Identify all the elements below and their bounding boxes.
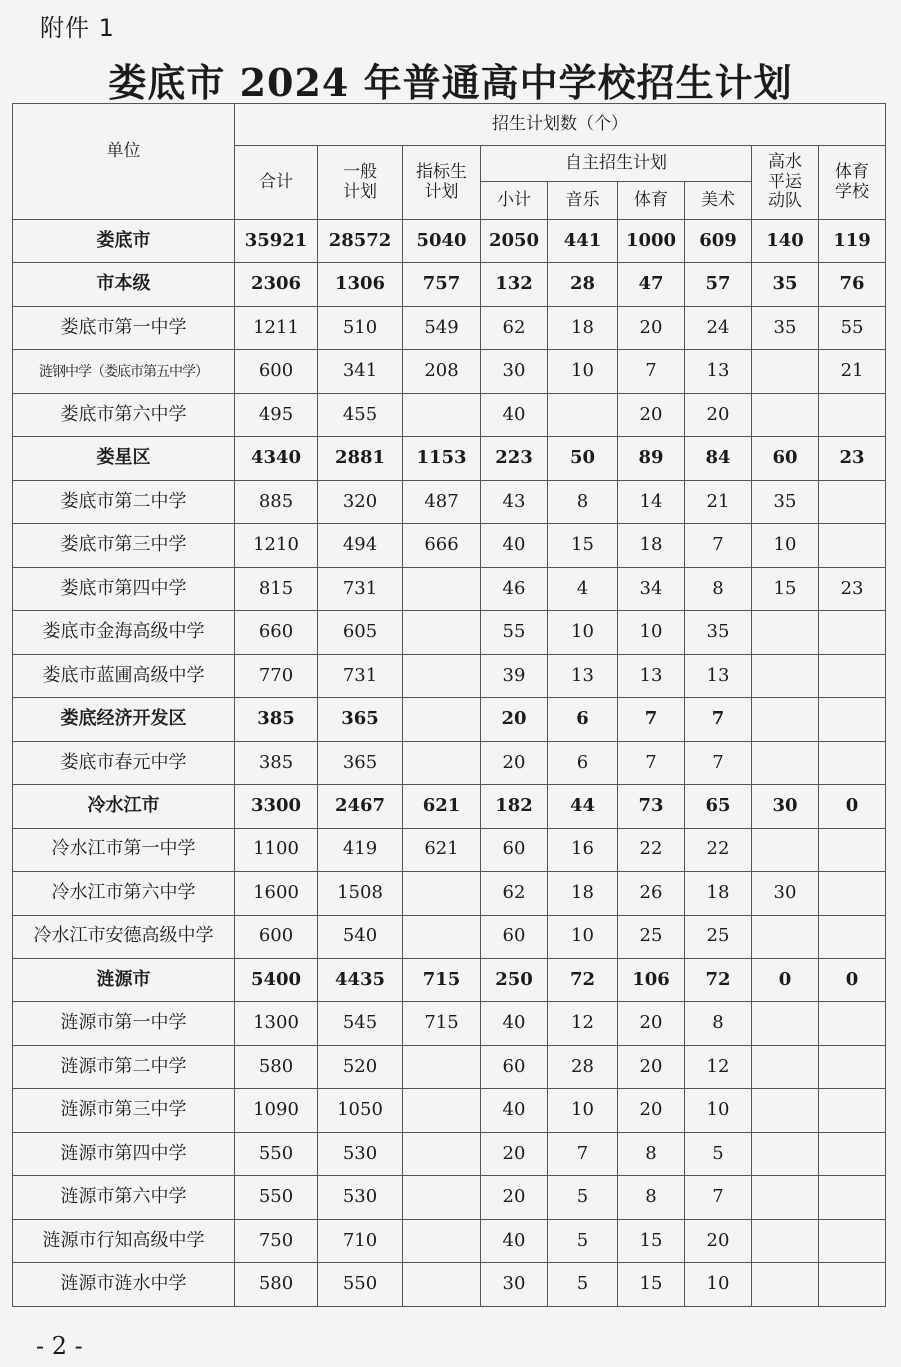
general-cell: 530: [318, 1176, 403, 1219]
pe-cell: 34: [618, 567, 685, 610]
sports-school-cell: [819, 393, 886, 436]
music-cell: 18: [548, 306, 618, 349]
header-quota: 指标生计划: [403, 146, 481, 220]
pe-cell: 20: [618, 393, 685, 436]
header-unit: 单位: [13, 104, 235, 220]
subtotal-cell: 40: [481, 1219, 548, 1262]
sports-school-cell: [819, 1219, 886, 1262]
total-cell: 1090: [235, 1089, 318, 1132]
art-cell: 609: [685, 220, 752, 263]
unit-name-cell: 市本级: [13, 263, 235, 306]
table-row: [13, 785, 886, 828]
header-music: 音乐: [548, 182, 618, 220]
unit-name-cell: 涟钢中学（娄底市第五中学）: [13, 350, 235, 393]
total-cell: 4340: [235, 437, 318, 480]
general-cell: 455: [318, 393, 403, 436]
general-cell: 731: [318, 654, 403, 697]
unit-name-cell: 冷水江市安德高级中学: [13, 915, 235, 958]
pe-cell: 15: [618, 1219, 685, 1262]
table-row: [13, 524, 886, 567]
general-cell: 320: [318, 480, 403, 523]
unit-name-cell: 涟源市第四中学: [13, 1132, 235, 1175]
general-cell: 419: [318, 828, 403, 871]
unit-name-cell: 涟源市行知高级中学: [13, 1219, 235, 1262]
table-row: [13, 1219, 886, 1262]
subtotal-cell: 223: [481, 437, 548, 480]
quota-cell: 208: [403, 350, 481, 393]
music-cell: 10: [548, 611, 618, 654]
page-title: 娄底市 2024 年普通高中学校招生计划: [108, 60, 793, 105]
pe-cell: 10: [618, 611, 685, 654]
general-cell: 510: [318, 306, 403, 349]
sports-school-cell: 0: [819, 785, 886, 828]
music-cell: 10: [548, 915, 618, 958]
high-level-cell: [752, 1219, 819, 1262]
quota-cell: 621: [403, 785, 481, 828]
music-cell: 5: [548, 1219, 618, 1262]
pe-cell: 20: [618, 1089, 685, 1132]
pe-cell: 8: [618, 1132, 685, 1175]
art-cell: 65: [685, 785, 752, 828]
table-row: [13, 437, 886, 480]
general-cell: 2881: [318, 437, 403, 480]
sports-school-cell: 23: [819, 567, 886, 610]
art-cell: 20: [685, 1219, 752, 1262]
music-cell: 8: [548, 480, 618, 523]
table-row: [13, 741, 886, 784]
music-cell: 18: [548, 872, 618, 915]
subtotal-cell: 30: [481, 350, 548, 393]
sports-school-cell: 119: [819, 220, 886, 263]
sports-school-cell: [819, 654, 886, 697]
sports-school-cell: [819, 1176, 886, 1219]
total-cell: 600: [235, 350, 318, 393]
table-body: [13, 220, 886, 1307]
music-cell: 10: [548, 350, 618, 393]
header-independent: 自主招生计划: [481, 146, 752, 182]
total-cell: 750: [235, 1219, 318, 1262]
pe-cell: 15: [618, 1263, 685, 1307]
quota-cell: 549: [403, 306, 481, 349]
high-level-cell: [752, 1089, 819, 1132]
total-cell: 1300: [235, 1002, 318, 1045]
table-row: [13, 828, 886, 871]
subtotal-cell: 60: [481, 828, 548, 871]
quota-cell: [403, 611, 481, 654]
music-cell: 5: [548, 1263, 618, 1307]
art-cell: 13: [685, 350, 752, 393]
sports-school-cell: [819, 741, 886, 784]
pe-cell: 7: [618, 350, 685, 393]
subtotal-cell: 132: [481, 263, 548, 306]
music-cell: 50: [548, 437, 618, 480]
pe-cell: 13: [618, 654, 685, 697]
header-sports-school: 体育学校: [819, 146, 886, 220]
subtotal-cell: 60: [481, 915, 548, 958]
general-cell: 28572: [318, 220, 403, 263]
total-cell: 885: [235, 480, 318, 523]
table-row: [13, 1176, 886, 1219]
unit-name-cell: 娄底市第二中学: [13, 480, 235, 523]
general-cell: 365: [318, 741, 403, 784]
subtotal-cell: 2050: [481, 220, 548, 263]
unit-name-cell: 涟源市: [13, 958, 235, 1001]
unit-name-cell: 涟源市第三中学: [13, 1089, 235, 1132]
quota-cell: [403, 741, 481, 784]
subtotal-cell: 182: [481, 785, 548, 828]
general-cell: 545: [318, 1002, 403, 1045]
quota-cell: [403, 1176, 481, 1219]
high-level-cell: 140: [752, 220, 819, 263]
header-plan-group: 招生计划数（个）: [235, 104, 886, 146]
quota-cell: 715: [403, 958, 481, 1001]
table-row: [13, 1089, 886, 1132]
total-cell: 550: [235, 1132, 318, 1175]
page-number: - 2 -: [36, 1332, 83, 1360]
art-cell: 13: [685, 654, 752, 697]
high-level-cell: [752, 1176, 819, 1219]
sports-school-cell: [819, 1002, 886, 1045]
high-level-cell: [752, 393, 819, 436]
table-row: [13, 350, 886, 393]
table-row: [13, 654, 886, 697]
quota-cell: [403, 654, 481, 697]
music-cell: 16: [548, 828, 618, 871]
pe-cell: 20: [618, 1045, 685, 1088]
subtotal-cell: 30: [481, 1263, 548, 1307]
sports-school-cell: [819, 872, 886, 915]
unit-name-cell: 娄底市第一中学: [13, 306, 235, 349]
unit-name-cell: 娄底市第六中学: [13, 393, 235, 436]
subtotal-cell: 20: [481, 741, 548, 784]
pe-cell: 1000: [618, 220, 685, 263]
general-cell: 530: [318, 1132, 403, 1175]
header-art: 美术: [685, 182, 752, 220]
header-high-level: 高水平运动队: [752, 146, 819, 220]
unit-name-cell: 娄星区: [13, 437, 235, 480]
sports-school-cell: [819, 828, 886, 871]
general-cell: 1508: [318, 872, 403, 915]
general-cell: 520: [318, 1045, 403, 1088]
unit-name-cell: 娄底经济开发区: [13, 698, 235, 741]
header-total: 合计: [235, 146, 318, 220]
header-subtotal: 小计: [481, 182, 548, 220]
art-cell: 84: [685, 437, 752, 480]
high-level-cell: 10: [752, 524, 819, 567]
music-cell: 44: [548, 785, 618, 828]
high-level-cell: 60: [752, 437, 819, 480]
subtotal-cell: 60: [481, 1045, 548, 1088]
total-cell: 2306: [235, 263, 318, 306]
unit-name-cell: 涟源市第二中学: [13, 1045, 235, 1088]
total-cell: 660: [235, 611, 318, 654]
table-row: [13, 1263, 886, 1307]
unit-name-cell: 冷水江市第六中学: [13, 872, 235, 915]
pe-cell: 106: [618, 958, 685, 1001]
music-cell: 28: [548, 263, 618, 306]
art-cell: 22: [685, 828, 752, 871]
sports-school-cell: [819, 698, 886, 741]
total-cell: 3300: [235, 785, 318, 828]
subtotal-cell: 40: [481, 524, 548, 567]
general-cell: 605: [318, 611, 403, 654]
high-level-cell: [752, 1045, 819, 1088]
sports-school-cell: [819, 1132, 886, 1175]
high-level-cell: [752, 611, 819, 654]
total-cell: 550: [235, 1176, 318, 1219]
high-level-cell: 0: [752, 958, 819, 1001]
subtotal-cell: 40: [481, 393, 548, 436]
music-cell: 441: [548, 220, 618, 263]
high-level-cell: [752, 828, 819, 871]
subtotal-cell: 40: [481, 1089, 548, 1132]
high-level-cell: [752, 350, 819, 393]
general-cell: 731: [318, 567, 403, 610]
attachment-label: 附件 1: [40, 14, 115, 42]
quota-cell: [403, 1089, 481, 1132]
quota-cell: [403, 915, 481, 958]
art-cell: 8: [685, 567, 752, 610]
art-cell: 5: [685, 1132, 752, 1175]
total-cell: 1600: [235, 872, 318, 915]
pe-cell: 20: [618, 1002, 685, 1045]
subtotal-cell: 40: [481, 1002, 548, 1045]
general-cell: 1306: [318, 263, 403, 306]
high-level-cell: [752, 915, 819, 958]
pe-cell: 14: [618, 480, 685, 523]
art-cell: 20: [685, 393, 752, 436]
art-cell: 18: [685, 872, 752, 915]
art-cell: 10: [685, 1089, 752, 1132]
table-row: [13, 958, 886, 1001]
general-cell: 4435: [318, 958, 403, 1001]
high-level-cell: [752, 1132, 819, 1175]
quota-cell: 5040: [403, 220, 481, 263]
art-cell: 25: [685, 915, 752, 958]
subtotal-cell: 62: [481, 872, 548, 915]
header-pe: 体育: [618, 182, 685, 220]
high-level-cell: [752, 654, 819, 697]
pe-cell: 25: [618, 915, 685, 958]
unit-name-cell: 涟源市第六中学: [13, 1176, 235, 1219]
total-cell: 580: [235, 1263, 318, 1307]
general-cell: 2467: [318, 785, 403, 828]
unit-name-cell: 娄底市春元中学: [13, 741, 235, 784]
pe-cell: 18: [618, 524, 685, 567]
table-row: [13, 1002, 886, 1045]
unit-name-cell: 涟源市第一中学: [13, 1002, 235, 1045]
quota-cell: [403, 1045, 481, 1088]
subtotal-cell: 20: [481, 1176, 548, 1219]
art-cell: 7: [685, 698, 752, 741]
quota-cell: 715: [403, 1002, 481, 1045]
total-cell: 495: [235, 393, 318, 436]
total-cell: 5400: [235, 958, 318, 1001]
music-cell: [548, 393, 618, 436]
general-cell: 494: [318, 524, 403, 567]
total-cell: 600: [235, 915, 318, 958]
total-cell: 35921: [235, 220, 318, 263]
enrollment-plan-table: [12, 103, 886, 1307]
sports-school-cell: [819, 915, 886, 958]
total-cell: 1211: [235, 306, 318, 349]
unit-name-cell: 娄底市蓝圃高级中学: [13, 654, 235, 697]
pe-cell: 7: [618, 698, 685, 741]
quota-cell: [403, 1132, 481, 1175]
high-level-cell: 35: [752, 480, 819, 523]
high-level-cell: 35: [752, 306, 819, 349]
art-cell: 35: [685, 611, 752, 654]
music-cell: 15: [548, 524, 618, 567]
table-row: [13, 220, 886, 263]
unit-name-cell: 娄底市金海高级中学: [13, 611, 235, 654]
table-row: [13, 393, 886, 436]
high-level-cell: [752, 1263, 819, 1307]
pe-cell: 8: [618, 1176, 685, 1219]
subtotal-cell: 20: [481, 698, 548, 741]
music-cell: 12: [548, 1002, 618, 1045]
header-general: 一般计划: [318, 146, 403, 220]
music-cell: 5: [548, 1176, 618, 1219]
pe-cell: 89: [618, 437, 685, 480]
table-row: [13, 698, 886, 741]
quota-cell: [403, 1263, 481, 1307]
sports-school-cell: 55: [819, 306, 886, 349]
quota-cell: 666: [403, 524, 481, 567]
quota-cell: 1153: [403, 437, 481, 480]
music-cell: 4: [548, 567, 618, 610]
general-cell: 341: [318, 350, 403, 393]
music-cell: 10: [548, 1089, 618, 1132]
total-cell: 385: [235, 741, 318, 784]
general-cell: 1050: [318, 1089, 403, 1132]
total-cell: 1210: [235, 524, 318, 567]
unit-name-cell: 娄底市第三中学: [13, 524, 235, 567]
music-cell: 28: [548, 1045, 618, 1088]
subtotal-cell: 39: [481, 654, 548, 697]
quota-cell: 757: [403, 263, 481, 306]
high-level-cell: 30: [752, 872, 819, 915]
unit-name-cell: 娄底市: [13, 220, 235, 263]
art-cell: 57: [685, 263, 752, 306]
table-row: [13, 263, 886, 306]
high-level-cell: 15: [752, 567, 819, 610]
pe-cell: 7: [618, 741, 685, 784]
art-cell: 24: [685, 306, 752, 349]
sports-school-cell: [819, 1045, 886, 1088]
general-cell: 710: [318, 1219, 403, 1262]
quota-cell: 487: [403, 480, 481, 523]
music-cell: 72: [548, 958, 618, 1001]
quota-cell: [403, 872, 481, 915]
total-cell: 770: [235, 654, 318, 697]
sports-school-cell: 76: [819, 263, 886, 306]
table-row: [13, 306, 886, 349]
high-level-cell: 35: [752, 263, 819, 306]
sports-school-cell: [819, 524, 886, 567]
total-cell: 580: [235, 1045, 318, 1088]
sports-school-cell: 23: [819, 437, 886, 480]
pe-cell: 73: [618, 785, 685, 828]
sports-school-cell: 0: [819, 958, 886, 1001]
table-row: [13, 915, 886, 958]
music-cell: 6: [548, 698, 618, 741]
sports-school-cell: [819, 480, 886, 523]
pe-cell: 20: [618, 306, 685, 349]
general-cell: 550: [318, 1263, 403, 1307]
pe-cell: 47: [618, 263, 685, 306]
music-cell: 7: [548, 1132, 618, 1175]
art-cell: 7: [685, 1176, 752, 1219]
unit-name-cell: 娄底市第四中学: [13, 567, 235, 610]
art-cell: 72: [685, 958, 752, 1001]
subtotal-cell: 62: [481, 306, 548, 349]
art-cell: 21: [685, 480, 752, 523]
pe-cell: 22: [618, 828, 685, 871]
music-cell: 13: [548, 654, 618, 697]
unit-name-cell: 冷水江市: [13, 785, 235, 828]
pe-cell: 26: [618, 872, 685, 915]
art-cell: 7: [685, 741, 752, 784]
table-row: [13, 567, 886, 610]
art-cell: 10: [685, 1263, 752, 1307]
quota-cell: [403, 1219, 481, 1262]
high-level-cell: [752, 741, 819, 784]
quota-cell: [403, 567, 481, 610]
general-cell: 365: [318, 698, 403, 741]
unit-name-cell: 冷水江市第一中学: [13, 828, 235, 871]
total-cell: 815: [235, 567, 318, 610]
table-row: [13, 1045, 886, 1088]
unit-name-cell: 涟源市涟水中学: [13, 1263, 235, 1307]
high-level-cell: [752, 698, 819, 741]
high-level-cell: [752, 1002, 819, 1045]
art-cell: 8: [685, 1002, 752, 1045]
art-cell: 12: [685, 1045, 752, 1088]
subtotal-cell: 46: [481, 567, 548, 610]
table-row: [13, 1132, 886, 1175]
music-cell: 6: [548, 741, 618, 784]
total-cell: 1100: [235, 828, 318, 871]
table-row: [13, 611, 886, 654]
general-cell: 540: [318, 915, 403, 958]
quota-cell: [403, 698, 481, 741]
table-row: [13, 480, 886, 523]
art-cell: 7: [685, 524, 752, 567]
sports-school-cell: [819, 611, 886, 654]
table-row: [13, 872, 886, 915]
quota-cell: 621: [403, 828, 481, 871]
subtotal-cell: 43: [481, 480, 548, 523]
subtotal-cell: 250: [481, 958, 548, 1001]
sports-school-cell: 21: [819, 350, 886, 393]
high-level-cell: 30: [752, 785, 819, 828]
total-cell: 385: [235, 698, 318, 741]
subtotal-cell: 55: [481, 611, 548, 654]
quota-cell: [403, 393, 481, 436]
subtotal-cell: 20: [481, 1132, 548, 1175]
sports-school-cell: [819, 1263, 886, 1307]
sports-school-cell: [819, 1089, 886, 1132]
